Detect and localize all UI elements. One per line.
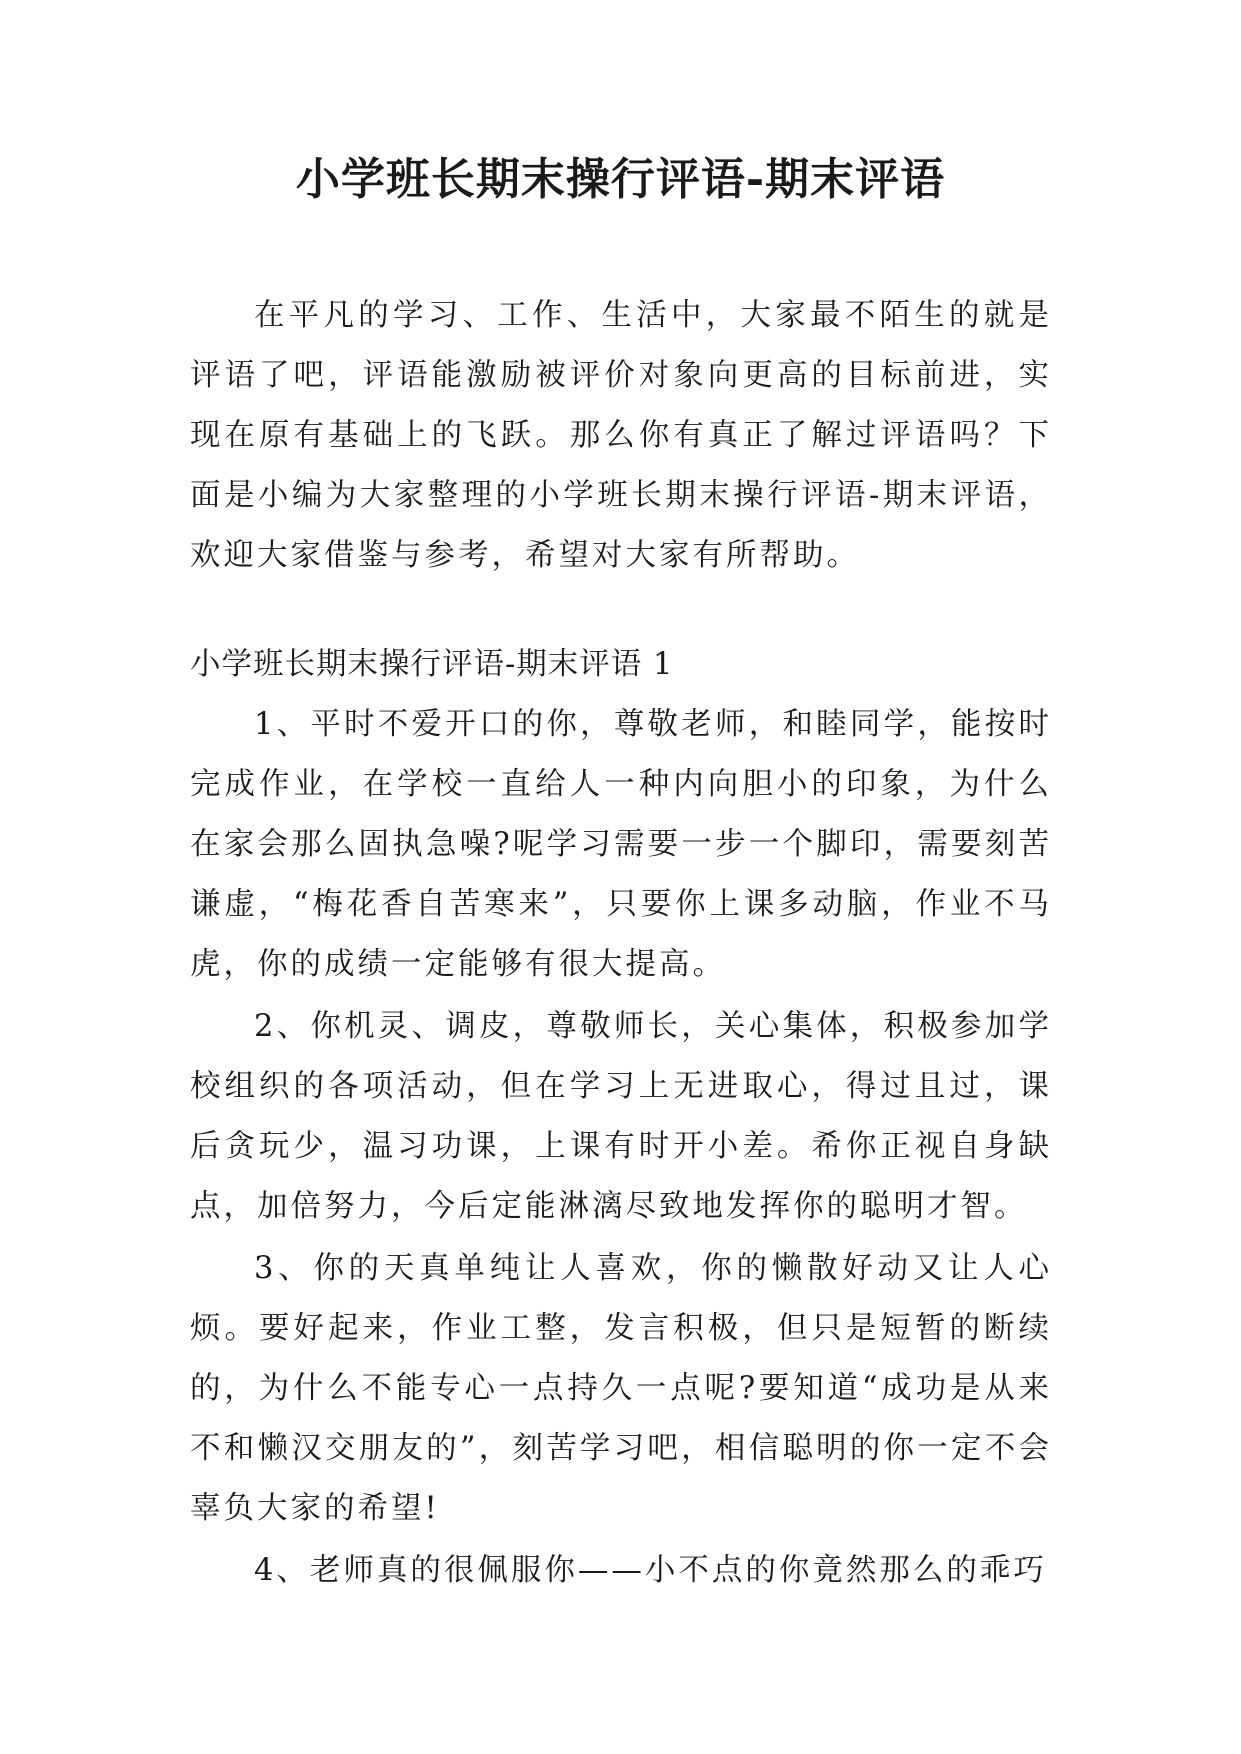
comment-paragraph-4: 4、老师真的很佩服你——小不点的你竟然那么的乖巧: [254, 1553, 1047, 1588]
section-heading: 小学班长期末操行评语-期末评语 1: [190, 647, 674, 682]
comment-list: [190, 695, 1052, 1603]
comment-paragraph-3: 3、你的天真单纯让人喜欢，你的懒散好动又让人心烦。要好起来，作业工整，发言积极，但只是短暂的断续的，为什么不能专心一点持久一点呢?要知道“成功是从来不和懒汉交朋友的”，刻苦学习吧，相信聪明的你一定不会辜负大家的希望!: [190, 1251, 1052, 1526]
comment-paragraph-2: 2、你机灵、调皮，尊敬师长，关心集体，积极参加学校组织的各项活动，但在学习上无进取心，得过且过，课后贪玩少，温习功课，上课有时开小差。希你正视自身缺点，加倍努力，今后定能淋漓尽致地发挥你的聪明才智。: [190, 1009, 1052, 1224]
comment-paragraph-1: 1、平时不爱开口的你，尊敬老师，和睦同学，能按时完成作业，在学校一直给人一种内向胆小的印象，为什么在家会那么固执急噪?呢学习需要一步一个脚印，需要刻苦谦虚，“梅花香自苦寒来”，只要你上课多动脑，作业不马虎，你的成绩一定能够有很大提高。: [190, 707, 1052, 982]
document-title: 小学班长期末操行评语-期末评语: [295, 154, 946, 205]
intro-paragraph: 在平凡的学习、工作、生活中，大家最不陌生的就是评语了吧，评语能激励被评价对象向更高的目标前进，实现在原有基础上的飞跃。那么你有真正了解过评语吗？下面是小编为大家整理的小学班长期末操行评语-期末评语，欢迎大家借鉴与参考，希望对大家有所帮助。: [190, 298, 1052, 573]
